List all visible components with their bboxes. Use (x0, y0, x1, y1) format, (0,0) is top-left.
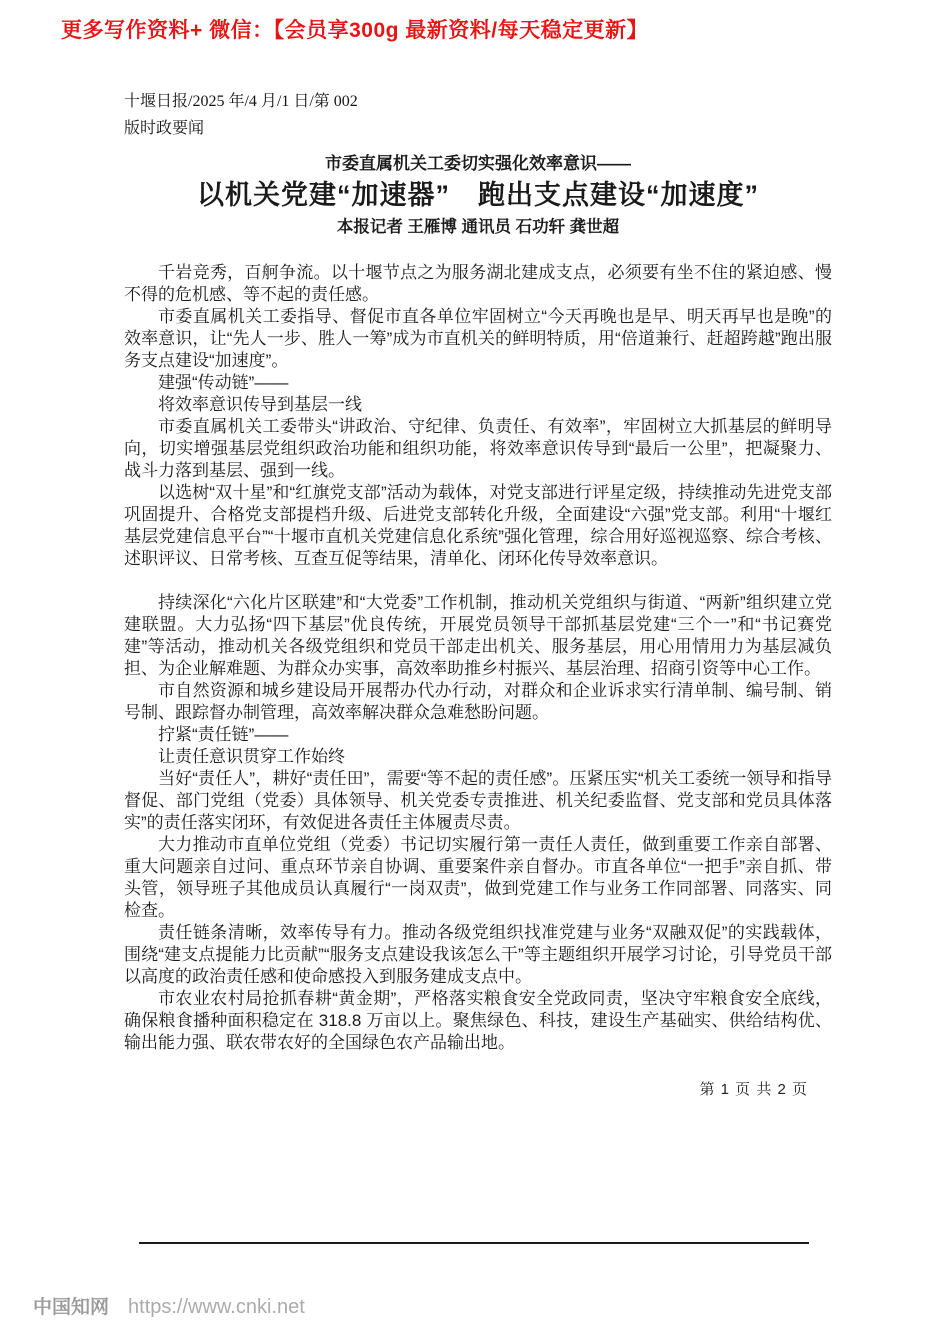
paragraph: 让责任意识贯穿工作始终 (158, 747, 345, 766)
paragraph: 当好“责任人”，耕好“责任田”，需要“等不起的责任感”。压紧压实“机关工委统一领导和指导督促、部门党组（党委）具体领导、机关党委专责推进、机关纪委监督、党支部和党员具体落实”的责任落实闭环，有效促进各责任主体履责尽责。 (124, 769, 832, 832)
article-title: 以机关党建“加速器” 跑出支点建设“加速度” (197, 180, 759, 210)
promo-banner: 更多写作资料+ 微信：【会员享300g 最新资料/每天稳定更新】 (61, 19, 649, 42)
paragraph: 责任链条清晰，效率传导有力。推动各级党组织找准党建与业务“双融双促”的实践载体，围绕“建支点提能力比贡献”“服务支点建设我该怎么干”等主题组织开展学习讨论，引导党员干部以高度的政治责任感和使命感投入到服务建成支点中。 (124, 923, 832, 986)
cnki-brand-watermark: 中国知网 (33, 1297, 110, 1318)
paragraph: 千岩竞秀，百舸争流。以十堰节点之为服务湖北建成支点，必须要有坐不住的紧迫感、慢不得的危机感、等不起的责任感。 (124, 263, 832, 304)
paragraph: 市委直属机关工委指导、督促市直各单位牢固树立“今天再晚也是早、明天再早也是晚”的效率意识，让“先人一步、胜人一筹”成为市直机关的鲜明特质，用“倍道兼行、赶超跨越”跑出服务支点建设“加速度”。 (124, 307, 832, 370)
article-supertitle: 市委直属机关工委切实强化效率意识—— (325, 154, 631, 173)
page-indicator: 第 1 页 共 2 页 (699, 1081, 808, 1098)
paragraph: 大力推动市直单位党组（党委）书记切实履行第一责任人责任，做到重要工作亲自部署、重大问题亲自过问、重点环节亲自协调、重要案件亲自督办。市直各单位“一把手”亲自抓、带头管，领导班子其他成员认真履行“一岗双责”，做到党建工作与业务工作同部署、同落实、同检查。 (124, 835, 832, 920)
paragraph-spacer (124, 570, 832, 592)
article-body (124, 262, 832, 1054)
source-header-line1: 十堰日报/2025 年/4 月/1 日/第 002 (124, 93, 358, 110)
paragraph: 市委直属机关工委带头“讲政治、守纪律、负责任、有效率”，牢固树立大抓基层的鲜明导向，切实增强基层党组织政治功能和组织功能，将效率意识传导到“最后一公里”，把凝聚力、战斗力落到基层、强到一线。 (124, 417, 832, 480)
footer-divider (139, 1242, 809, 1244)
paragraph: 建强“传动链”—— (158, 373, 289, 392)
source-header-line2: 版时政要闻 (124, 120, 205, 137)
cnki-url-watermark: https://www.cnki.net (128, 1296, 305, 1318)
article-byline: 本报记者 王雁博 通讯员 石功轩 龚世超 (336, 218, 620, 236)
watermark (33, 1292, 305, 1319)
article (124, 153, 832, 1054)
paragraph: 市自然资源和城乡建设局开展帮办代办行动，对群众和企业诉求实行清单制、编号制、销号制、跟踪督办制管理，高效率解决群众急难愁盼问题。 (124, 681, 832, 722)
source-header (124, 88, 834, 142)
paragraph: 以选树“双十星”和“红旗党支部”活动为载体，对党支部进行评星定级，持续推动先进党支部巩固提升、合格党支部提档升级、后进党支部转化升级，全面建设“六强”党支部。利用“十堰红基层党建信息平台”“十堰市直机关党建信息化系统”强化管理，综合用好巡视巡察、综合考核、述职评议、日常考核、互查互促等结果，清单化、闭环化传导效率意识。 (124, 483, 832, 568)
paragraph: 市农业农村局抢抓春耕“黄金期”，严格落实粮食安全党政同责，坚决守牢粮食安全底线，确保粮食播种面积稳定在 318.8 万亩以上。聚焦绿色、科技，建设生产基础实、供给结构优、输出能力强、联农带农好的全国绿色农产品输出地。 (124, 989, 832, 1052)
paragraph: 持续深化“六化片区联建”和“大党委”工作机制，推动机关党组织与街道、“两新”组织建立党建联盟。大力弘扬“四下基层”优良传统，开展党员领导干部抓基层党建“三个一”和“书记赛党建”等活动，推动机关各级党组织和党员干部走出机关、服务基层，用心用情用力为基层减负担、为企业解难题、为群众办实事，高效率助推乡村振兴、基层治理、招商引资等中心工作。 (124, 593, 832, 678)
paragraph: 将效率意识传导到基层一线 (158, 395, 362, 414)
paragraph: 拧紧“责任链”—— (158, 725, 289, 744)
